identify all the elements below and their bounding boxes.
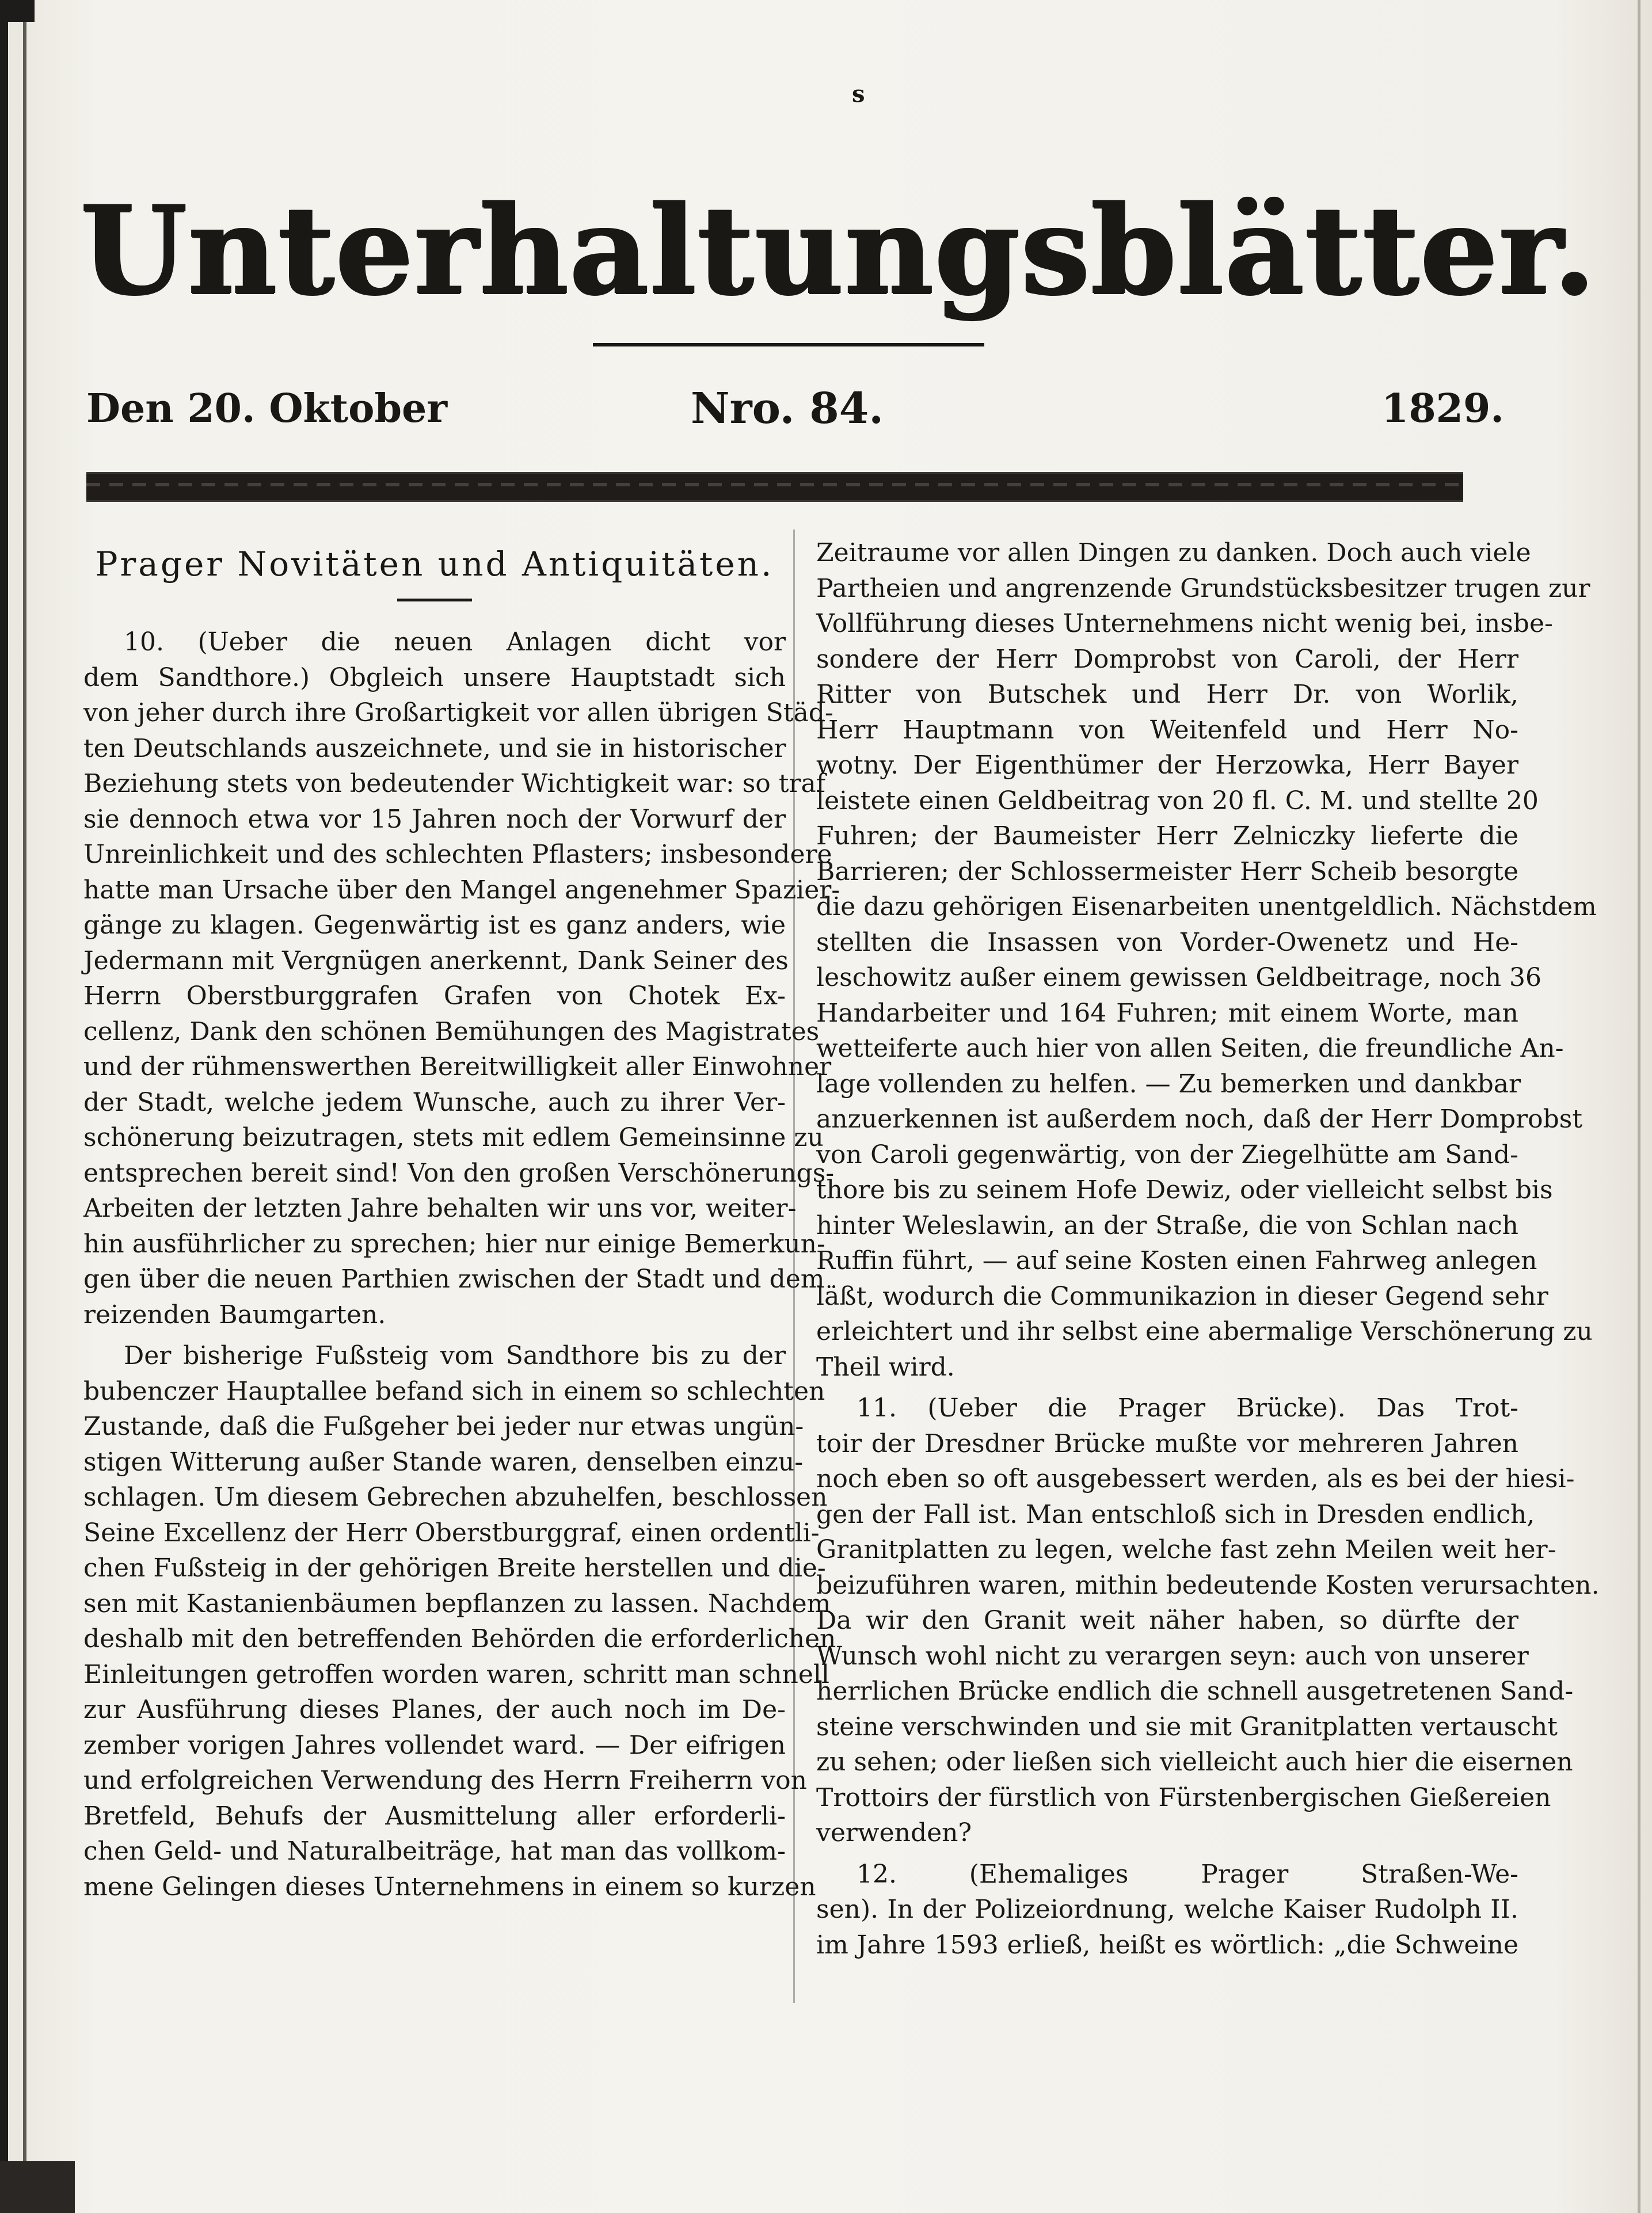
issue-year: 1829. [1381, 386, 1504, 432]
text-line: Seine Excellenz der Herr Oberstburggraf, einen ordentli- [83, 1518, 820, 1548]
text-line: leistete einen Geldbeitrag von 20 fl. C. M. und stellte 20 [816, 786, 1539, 816]
masthead-title: Unterhaltungsblätter. [81, 178, 1597, 322]
text-line: von Caroli gegenwärtig, von der Ziegelhütte am Sand- [816, 1140, 1518, 1170]
text-line: stigen Witterung außer Stande waren, denselben einzu- [83, 1447, 804, 1477]
text-line: gen über die neuen Parthien zwischen der Stadt und dem [83, 1264, 825, 1294]
section-heading: Prager Novitäten und Antiquitäten. [95, 544, 774, 584]
title-rule [593, 343, 984, 346]
text-line: läßt, wodurch die Communikazion in dieser Gegend sehr [816, 1281, 1548, 1311]
text-line: die dazu gehörigen Eisenarbeiten unentgeldlich. Nächstdem [816, 892, 1597, 921]
scan-edge-line [23, 0, 26, 2213]
right-column [816, 535, 1600, 1963]
text-line: Unreinlichkeit und des schlechten Pflasters; insbesondere [83, 840, 832, 869]
left-column-text [83, 624, 840, 1905]
text-line: Fuhren; der Baumeister Herr Zelniczky lieferte die [816, 821, 1518, 851]
text-line: anzuerkennen ist außerdem noch, daß der Herr Domprobst [816, 1104, 1583, 1134]
text-line: im Jahre 1593 erließ, heißt es wörtlich: „die Schweine [816, 1930, 1518, 1960]
text-line: Zustande, daß die Fußgeher bei jeder nur etwas ungün- [83, 1412, 804, 1441]
text-line: gen der Fall ist. Man entschloß sich in Dresden endlich, [816, 1499, 1535, 1529]
text-line: hatte man Ursache über den Mangel angenehmer Spazier- [83, 875, 840, 905]
text-line: sen). In der Polizeiordnung, welche Kaiser Rudolph II. [816, 1895, 1518, 1924]
text-line: Vollführung dieses Unternehmens nicht wenig bei, insbe- [816, 609, 1553, 638]
text-line: Wunsch wohl nicht zu verargen seyn: auch von unserer [816, 1641, 1529, 1671]
text-line: wotny. Der Eigenthümer der Herzowka, Herr Bayer [816, 751, 1518, 780]
text-line: lage vollenden zu helfen. — Zu bemerken und dankbar [816, 1069, 1521, 1099]
text-line: Ruffin führt, — auf seine Kosten einen Fahrweg anlegen [816, 1246, 1537, 1275]
text-line: von jeher durch ihre Großartigkeit vor allen übrigen Städ- [83, 698, 833, 727]
text-line: Bretfeld, Behufs der Ausmittelung aller erforderli- [83, 1801, 786, 1831]
text-line: Herrn Oberstburggrafen Grafen von Chotek Ex- [83, 981, 786, 1011]
text-line: Partheien und angrenzende Grundstücksbesitzer trugen zur [816, 573, 1590, 603]
text-line: Einleitungen getroffen worden waren, schritt man schnell [83, 1659, 830, 1689]
text-line: und erfolgreichen Verwendung des Herrn Freiherrn von [83, 1766, 807, 1795]
text-line: Handarbeiter und 164 Fuhren; mit einem Worte, man [816, 998, 1518, 1028]
text-line: thore bis zu seinem Hofe Dewiz, oder vielleicht selbst bis [816, 1175, 1553, 1205]
text-line: schlagen. Um diesem Gebrechen abzuhelfen, beschlossen [83, 1483, 828, 1512]
text-line: Zeitraume vor allen Dingen zu danken. Doch auch viele [816, 538, 1531, 567]
text-line: Granitplatten zu legen, welche fast zehn Meilen weit her- [816, 1535, 1556, 1564]
text-line: toir der Dresdner Brücke mußte vor mehreren Jahren [816, 1429, 1518, 1458]
text-line: dem Sandthore.) Obgleich unsere Hauptstadt sich [83, 662, 786, 692]
scan-edge-right [1638, 0, 1640, 2213]
text-line: Trottoirs der fürstlich von Fürstenbergischen Gießereien [816, 1782, 1551, 1812]
text-line: herrlichen Brücke endlich die schnell ausgetretenen Sand- [816, 1677, 1574, 1706]
right-column-text [816, 535, 1600, 1963]
text-line: chen Fußsteig in der gehörigen Breite herstellen und die- [83, 1553, 826, 1583]
text-line: cellenz, Dank den schönen Bemühungen des Magistrates [83, 1016, 820, 1046]
text-line: 12. (Ehemaliges Prager Straßen-We- [857, 1859, 1518, 1889]
page-mark: s [852, 81, 865, 108]
text-line: zember vorigen Jahres vollendet ward. — Der eifrigen [83, 1730, 786, 1760]
text-line: Jedermann mit Vergnügen anerkennt, Dank Seiner des [83, 946, 789, 976]
text-line: Herr Hauptmann von Weitenfeld und Herr No- [816, 715, 1518, 745]
text-line: wetteiferte auch hier von allen Seiten, die freundliche An- [816, 1034, 1564, 1063]
text-line: Beziehung stets von bedeutender Wichtigkeit war: so traf [83, 769, 825, 798]
text-line: schönerung beizutragen, stets mit edlem Gemeinsinne zu [83, 1123, 824, 1152]
text-line: sen mit Kastanienbäumen bepflanzen zu lassen. Nachdem [83, 1589, 831, 1618]
text-line: entsprechen bereit sind! Von den großen Verschönerungs- [83, 1158, 835, 1188]
text-line: beizuführen waren, mithin bedeutende Kosten verursachten. [816, 1570, 1600, 1600]
text-line: Da wir den Granit weit näher haben, so dürfte der [816, 1606, 1518, 1635]
header-rule-bar [86, 472, 1463, 502]
text-line: Arbeiten der letzten Jahre behalten wir uns vor, weiter- [83, 1194, 797, 1223]
text-line: sondere der Herr Domprobst von Caroli, der Herr [816, 644, 1518, 674]
text-line: noch eben so oft ausgebessert werden, als es bei der hiesi- [816, 1464, 1575, 1494]
text-line: stellten die Insassen von Vorder-Owenetz und He- [816, 927, 1518, 957]
text-line: mene Gelingen dieses Unternehmens in einem so kurzen [83, 1872, 816, 1902]
text-line: hin ausführlicher zu sprechen; hier nur einige Bemerkun- [83, 1229, 825, 1259]
issue-date: Den 20. Oktober [86, 386, 448, 432]
text-line: steine verschwinden und sie mit Granitplatten vertauscht [816, 1712, 1558, 1742]
text-line: chen Geld- und Naturalbeiträge, hat man das vollkom- [83, 1837, 786, 1866]
text-line: Barrieren; der Schlossermeister Herr Scheib besorgte [816, 856, 1518, 886]
text-line: leschowitz außer einem gewissen Geldbeitrage, noch 36 [816, 963, 1542, 992]
text-line: gänge zu klagen. Gegenwärtig ist es ganz anders, wie [83, 911, 786, 940]
text-line: der Stadt, welche jedem Wunsche, auch zu ihrer Ver- [83, 1087, 786, 1117]
scan-edge-bottom [0, 2161, 75, 2213]
text-line: Theil wird. [816, 1352, 955, 1382]
text-line: reizenden Baumgarten. [83, 1300, 386, 1330]
text-line: zur Ausführung dieses Planes, der auch noch im De- [83, 1695, 786, 1724]
text-line: ten Deutschlands auszeichnete, und sie in historischer [83, 733, 786, 763]
issue-number: Nro. 84. [691, 384, 884, 433]
text-line: deshalb mit den betreffenden Behörden die erforderlichen [83, 1624, 836, 1654]
text-line: verwenden? [816, 1818, 972, 1848]
text-line: zu sehen; oder ließen sich vielleicht auch hier die eisernen [816, 1747, 1573, 1777]
left-column [83, 535, 840, 1905]
heading-rule [397, 599, 472, 601]
text-line: Der bisherige Fußsteig vom Sandthore bis zu der [124, 1341, 786, 1370]
text-line: 10. (Ueber die neuen Anlagen dicht vor [124, 627, 786, 657]
text-line: Ritter von Butschek und Herr Dr. von Worlik, [816, 680, 1518, 709]
scan-edge-top [0, 0, 35, 22]
text-line: bubenczer Hauptallee befand sich in einem so schlechten [83, 1376, 825, 1406]
text-line: sie dennoch etwa vor 15 Jahren noch der Vorwurf der [83, 804, 786, 834]
text-line: 11. (Ueber die Prager Brücke). Das Trot- [857, 1393, 1518, 1423]
text-line: und der rühmenswerthen Bereitwilligkeit aller Einwohner [83, 1052, 832, 1081]
text-line: hinter Weleslawin, an der Straße, die von Schlan nach [816, 1210, 1518, 1240]
text-line: erleichtert und ihr selbst eine abermalige Verschönerung zu [816, 1317, 1593, 1346]
scan-edge-left [0, 0, 8, 2213]
